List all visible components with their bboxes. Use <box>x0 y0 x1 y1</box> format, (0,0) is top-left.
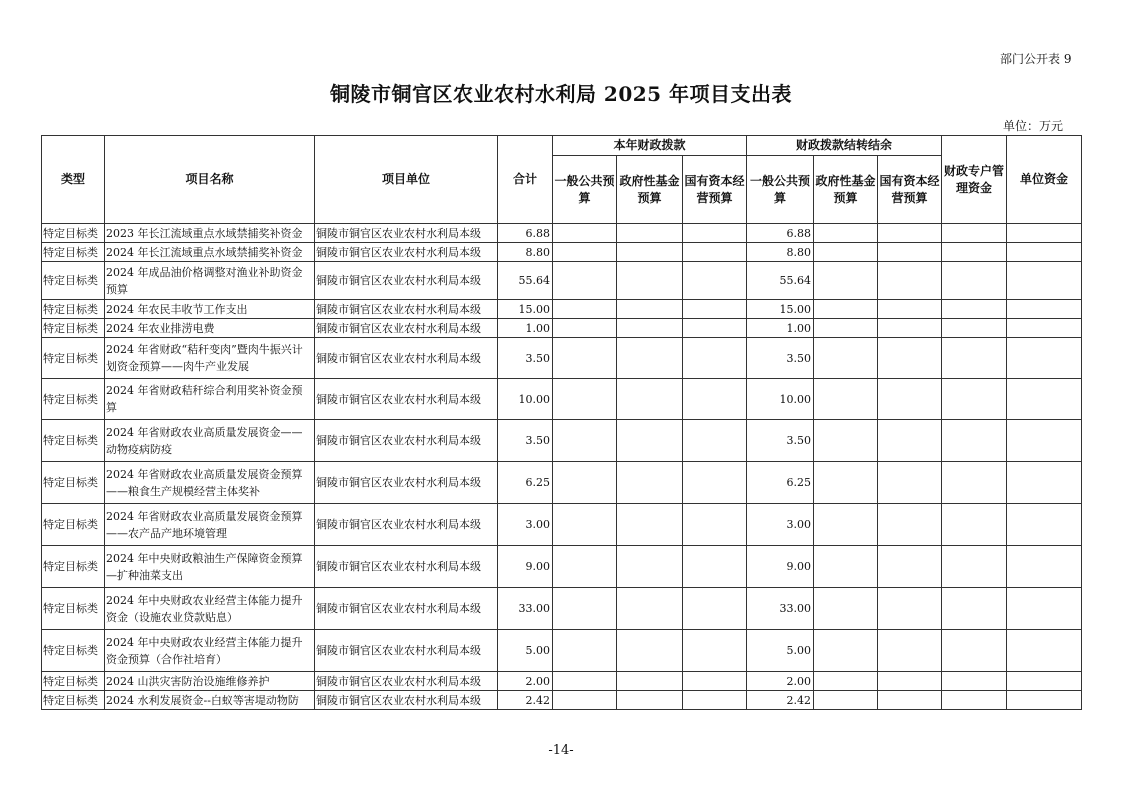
unit-label: 单位：万元 <box>1003 119 1064 133</box>
row-total: 1.00 <box>498 319 553 338</box>
row-type: 特定目标类 <box>42 379 105 420</box>
row-current-state-capital <box>683 630 747 672</box>
row-project-name: 2024 年省财政农业高质量发展资金预算——农产品产地环境管理 <box>105 504 315 546</box>
row-project-unit: 铜陵市铜官区农业农村水利局本级 <box>315 262 498 300</box>
row-carry-gov-fund <box>814 462 878 504</box>
row-current-general <box>553 691 617 710</box>
row-unit-funds <box>1007 224 1082 243</box>
row-carry-gov-fund <box>814 338 878 379</box>
row-current-gov-fund <box>617 319 683 338</box>
project-expenditure-table <box>41 135 1082 710</box>
row-carry-general: 3.00 <box>747 504 814 546</box>
row-special-account <box>942 420 1007 462</box>
row-project-name: 2024 年农业排涝电费 <box>105 319 315 338</box>
row-type: 特定目标类 <box>42 319 105 338</box>
row-current-state-capital <box>683 224 747 243</box>
row-current-gov-fund <box>617 243 683 262</box>
row-carry-state-capital <box>878 691 942 710</box>
row-current-state-capital <box>683 300 747 319</box>
row-current-general <box>553 243 617 262</box>
row-carry-gov-fund <box>814 588 878 630</box>
row-current-general <box>553 262 617 300</box>
row-type: 特定目标类 <box>42 262 105 300</box>
table-header <box>42 136 1082 224</box>
row-project-name: 2024 年中央财政粮油生产保障资金预算—扩种油菜支出 <box>105 546 315 588</box>
row-current-general <box>553 300 617 319</box>
row-total: 2.42 <box>498 691 553 710</box>
row-type: 特定目标类 <box>42 420 105 462</box>
row-carry-state-capital <box>878 300 942 319</box>
row-project-name: 2024 年中央财政农业经营主体能力提升资金预算（合作社培育） <box>105 630 315 672</box>
row-carry-general: 6.88 <box>747 224 814 243</box>
row-project-name: 2024 山洪灾害防治设施维修养护 <box>105 672 315 691</box>
col-carry-general: 一般公共预算 <box>747 156 814 224</box>
col-project-unit: 项目单位 <box>315 136 498 224</box>
row-current-general <box>553 224 617 243</box>
col-total: 合计 <box>498 136 553 224</box>
row-unit-funds <box>1007 691 1082 710</box>
row-project-name: 2023 年长江流域重点水域禁捕奖补资金 <box>105 224 315 243</box>
col-unit-funds: 单位资金 <box>1007 136 1082 224</box>
row-carry-state-capital <box>878 672 942 691</box>
row-total: 5.00 <box>498 630 553 672</box>
row-project-unit: 铜陵市铜官区农业农村水利局本级 <box>315 338 498 379</box>
row-type: 特定目标类 <box>42 546 105 588</box>
row-current-state-capital <box>683 262 747 300</box>
row-carry-state-capital <box>878 462 942 504</box>
row-carry-general: 2.42 <box>747 691 814 710</box>
row-total: 3.50 <box>498 338 553 379</box>
row-current-gov-fund <box>617 420 683 462</box>
table-row <box>42 379 1082 420</box>
row-current-state-capital <box>683 338 747 379</box>
col-carry-state-capital: 国有资本经营预算 <box>878 156 942 224</box>
row-unit-funds <box>1007 262 1082 300</box>
row-carry-state-capital <box>878 379 942 420</box>
row-unit-funds <box>1007 630 1082 672</box>
table-body <box>42 224 1082 710</box>
row-special-account <box>942 262 1007 300</box>
row-unit-funds <box>1007 379 1082 420</box>
row-current-state-capital <box>683 420 747 462</box>
col-group-current-year: 本年财政拨款 <box>553 136 747 156</box>
row-current-general <box>553 420 617 462</box>
row-special-account <box>942 224 1007 243</box>
row-carry-general: 6.25 <box>747 462 814 504</box>
row-carry-gov-fund <box>814 420 878 462</box>
row-special-account <box>942 462 1007 504</box>
row-unit-funds <box>1007 300 1082 319</box>
row-current-gov-fund <box>617 504 683 546</box>
row-total: 3.00 <box>498 504 553 546</box>
row-special-account <box>942 379 1007 420</box>
page-title: 铜陵市铜官区农业农村水利局 2025 年项目支出表 <box>329 82 793 106</box>
row-carry-gov-fund <box>814 672 878 691</box>
page-number: -14- <box>548 743 574 758</box>
row-project-unit: 铜陵市铜官区农业农村水利局本级 <box>315 420 498 462</box>
row-project-name: 2024 年成品油价格调整对渔业补助资金预算 <box>105 262 315 300</box>
row-project-unit: 铜陵市铜官区农业农村水利局本级 <box>315 691 498 710</box>
row-carry-gov-fund <box>814 504 878 546</box>
row-project-name: 2024 年省财政秸秆综合利用奖补资金预算 <box>105 379 315 420</box>
row-special-account <box>942 588 1007 630</box>
row-project-unit: 铜陵市铜官区农业农村水利局本级 <box>315 224 498 243</box>
row-carry-general: 10.00 <box>747 379 814 420</box>
row-current-state-capital <box>683 672 747 691</box>
row-total: 55.64 <box>498 262 553 300</box>
row-project-name: 2024 年农民丰收节工作支出 <box>105 300 315 319</box>
row-carry-gov-fund <box>814 262 878 300</box>
row-type: 特定目标类 <box>42 300 105 319</box>
row-carry-state-capital <box>878 504 942 546</box>
row-carry-general: 3.50 <box>747 420 814 462</box>
table-row <box>42 262 1082 300</box>
row-current-state-capital <box>683 379 747 420</box>
row-type: 特定目标类 <box>42 691 105 710</box>
row-current-general <box>553 319 617 338</box>
row-project-unit: 铜陵市铜官区农业农村水利局本级 <box>315 672 498 691</box>
row-project-unit: 铜陵市铜官区农业农村水利局本级 <box>315 379 498 420</box>
row-current-gov-fund <box>617 546 683 588</box>
row-current-state-capital <box>683 319 747 338</box>
row-current-gov-fund <box>617 338 683 379</box>
row-current-gov-fund <box>617 262 683 300</box>
col-current-gov-fund: 政府性基金预算 <box>617 156 683 224</box>
row-special-account <box>942 319 1007 338</box>
row-carry-gov-fund <box>814 243 878 262</box>
row-current-general <box>553 338 617 379</box>
row-current-state-capital <box>683 588 747 630</box>
row-carry-general: 55.64 <box>747 262 814 300</box>
row-carry-general: 2.00 <box>747 672 814 691</box>
row-project-unit: 铜陵市铜官区农业农村水利局本级 <box>315 319 498 338</box>
row-special-account <box>942 630 1007 672</box>
row-unit-funds <box>1007 462 1082 504</box>
col-carry-gov-fund: 政府性基金预算 <box>814 156 878 224</box>
row-carry-general: 1.00 <box>747 319 814 338</box>
row-carry-state-capital <box>878 630 942 672</box>
row-carry-general: 15.00 <box>747 300 814 319</box>
row-project-name: 2024 年中央财政农业经营主体能力提升资金（设施农业贷款贴息） <box>105 588 315 630</box>
row-carry-gov-fund <box>814 691 878 710</box>
table-row <box>42 504 1082 546</box>
row-current-state-capital <box>683 462 747 504</box>
table-row <box>42 300 1082 319</box>
row-current-gov-fund <box>617 300 683 319</box>
row-type: 特定目标类 <box>42 588 105 630</box>
row-project-name: 2024 年省财政农业高质量发展资金预算——粮食生产规模经营主体奖补 <box>105 462 315 504</box>
row-project-unit: 铜陵市铜官区农业农村水利局本级 <box>315 243 498 262</box>
row-carry-state-capital <box>878 588 942 630</box>
col-type: 类型 <box>42 136 105 224</box>
row-current-gov-fund <box>617 224 683 243</box>
row-unit-funds <box>1007 319 1082 338</box>
row-carry-state-capital <box>878 262 942 300</box>
row-type: 特定目标类 <box>42 338 105 379</box>
row-current-state-capital <box>683 243 747 262</box>
row-unit-funds <box>1007 338 1082 379</box>
row-current-general <box>553 504 617 546</box>
table-number-label: 部门公开表 9 <box>1000 52 1072 66</box>
row-carry-state-capital <box>878 224 942 243</box>
row-current-gov-fund <box>617 379 683 420</box>
col-special-account: 财政专户管理资金 <box>942 136 1007 224</box>
row-project-unit: 铜陵市铜官区农业农村水利局本级 <box>315 588 498 630</box>
row-unit-funds <box>1007 588 1082 630</box>
row-carry-gov-fund <box>814 300 878 319</box>
row-current-general <box>553 462 617 504</box>
row-current-general <box>553 546 617 588</box>
row-total: 10.00 <box>498 379 553 420</box>
col-group-carryover: 财政拨款结转结余 <box>747 136 942 156</box>
row-type: 特定目标类 <box>42 504 105 546</box>
row-unit-funds <box>1007 420 1082 462</box>
row-project-name: 2024 年省财政“秸秆变肉”暨肉牛振兴计划资金预算——肉牛产业发展 <box>105 338 315 379</box>
row-current-gov-fund <box>617 588 683 630</box>
table-row <box>42 630 1082 672</box>
row-current-state-capital <box>683 691 747 710</box>
table-row <box>42 588 1082 630</box>
row-total: 15.00 <box>498 300 553 319</box>
row-current-state-capital <box>683 504 747 546</box>
row-special-account <box>942 338 1007 379</box>
row-special-account <box>942 243 1007 262</box>
row-unit-funds <box>1007 504 1082 546</box>
row-type: 特定目标类 <box>42 630 105 672</box>
row-carry-gov-fund <box>814 319 878 338</box>
row-carry-state-capital <box>878 420 942 462</box>
row-current-general <box>553 588 617 630</box>
row-total: 9.00 <box>498 546 553 588</box>
row-type: 特定目标类 <box>42 462 105 504</box>
row-project-unit: 铜陵市铜官区农业农村水利局本级 <box>315 462 498 504</box>
row-carry-gov-fund <box>814 546 878 588</box>
row-current-general <box>553 672 617 691</box>
row-carry-gov-fund <box>814 224 878 243</box>
row-special-account <box>942 691 1007 710</box>
row-total: 33.00 <box>498 588 553 630</box>
row-carry-state-capital <box>878 338 942 379</box>
row-unit-funds <box>1007 672 1082 691</box>
row-carry-general: 5.00 <box>747 630 814 672</box>
table-row <box>42 672 1082 691</box>
col-current-general: 一般公共预算 <box>553 156 617 224</box>
row-project-unit: 铜陵市铜官区农业农村水利局本级 <box>315 300 498 319</box>
row-special-account <box>942 300 1007 319</box>
row-carry-general: 3.50 <box>747 338 814 379</box>
row-current-gov-fund <box>617 462 683 504</box>
table-row <box>42 420 1082 462</box>
row-special-account <box>942 546 1007 588</box>
row-carry-general: 9.00 <box>747 546 814 588</box>
row-carry-gov-fund <box>814 379 878 420</box>
row-current-gov-fund <box>617 672 683 691</box>
row-project-unit: 铜陵市铜官区农业农村水利局本级 <box>315 630 498 672</box>
row-total: 2.00 <box>498 672 553 691</box>
row-current-gov-fund <box>617 691 683 710</box>
table-row <box>42 338 1082 379</box>
row-carry-state-capital <box>878 546 942 588</box>
row-type: 特定目标类 <box>42 672 105 691</box>
row-carry-state-capital <box>878 319 942 338</box>
row-project-unit: 铜陵市铜官区农业农村水利局本级 <box>315 546 498 588</box>
row-total: 6.88 <box>498 224 553 243</box>
row-current-gov-fund <box>617 630 683 672</box>
row-unit-funds <box>1007 546 1082 588</box>
col-current-state-capital: 国有资本经营预算 <box>683 156 747 224</box>
row-unit-funds <box>1007 243 1082 262</box>
row-project-unit: 铜陵市铜官区农业农村水利局本级 <box>315 504 498 546</box>
row-type: 特定目标类 <box>42 243 105 262</box>
table-row <box>42 462 1082 504</box>
table-row <box>42 546 1082 588</box>
row-project-name: 2024 年省财政农业高质量发展资金——动物疫病防疫 <box>105 420 315 462</box>
row-current-state-capital <box>683 546 747 588</box>
row-special-account <box>942 672 1007 691</box>
row-project-name: 2024 水利发展资金--白蚁等害堤动物防 <box>105 691 315 710</box>
table-row <box>42 691 1082 710</box>
row-special-account <box>942 504 1007 546</box>
row-current-general <box>553 379 617 420</box>
row-carry-general: 8.80 <box>747 243 814 262</box>
row-total: 8.80 <box>498 243 553 262</box>
row-project-name: 2024 年长江流域重点水域禁捕奖补资金 <box>105 243 315 262</box>
row-current-general <box>553 630 617 672</box>
row-carry-state-capital <box>878 243 942 262</box>
table-row <box>42 319 1082 338</box>
col-project-name: 项目名称 <box>105 136 315 224</box>
row-total: 6.25 <box>498 462 553 504</box>
row-carry-gov-fund <box>814 630 878 672</box>
row-total: 3.50 <box>498 420 553 462</box>
table-row <box>42 224 1082 243</box>
row-carry-general: 33.00 <box>747 588 814 630</box>
table-row <box>42 243 1082 262</box>
row-type: 特定目标类 <box>42 224 105 243</box>
